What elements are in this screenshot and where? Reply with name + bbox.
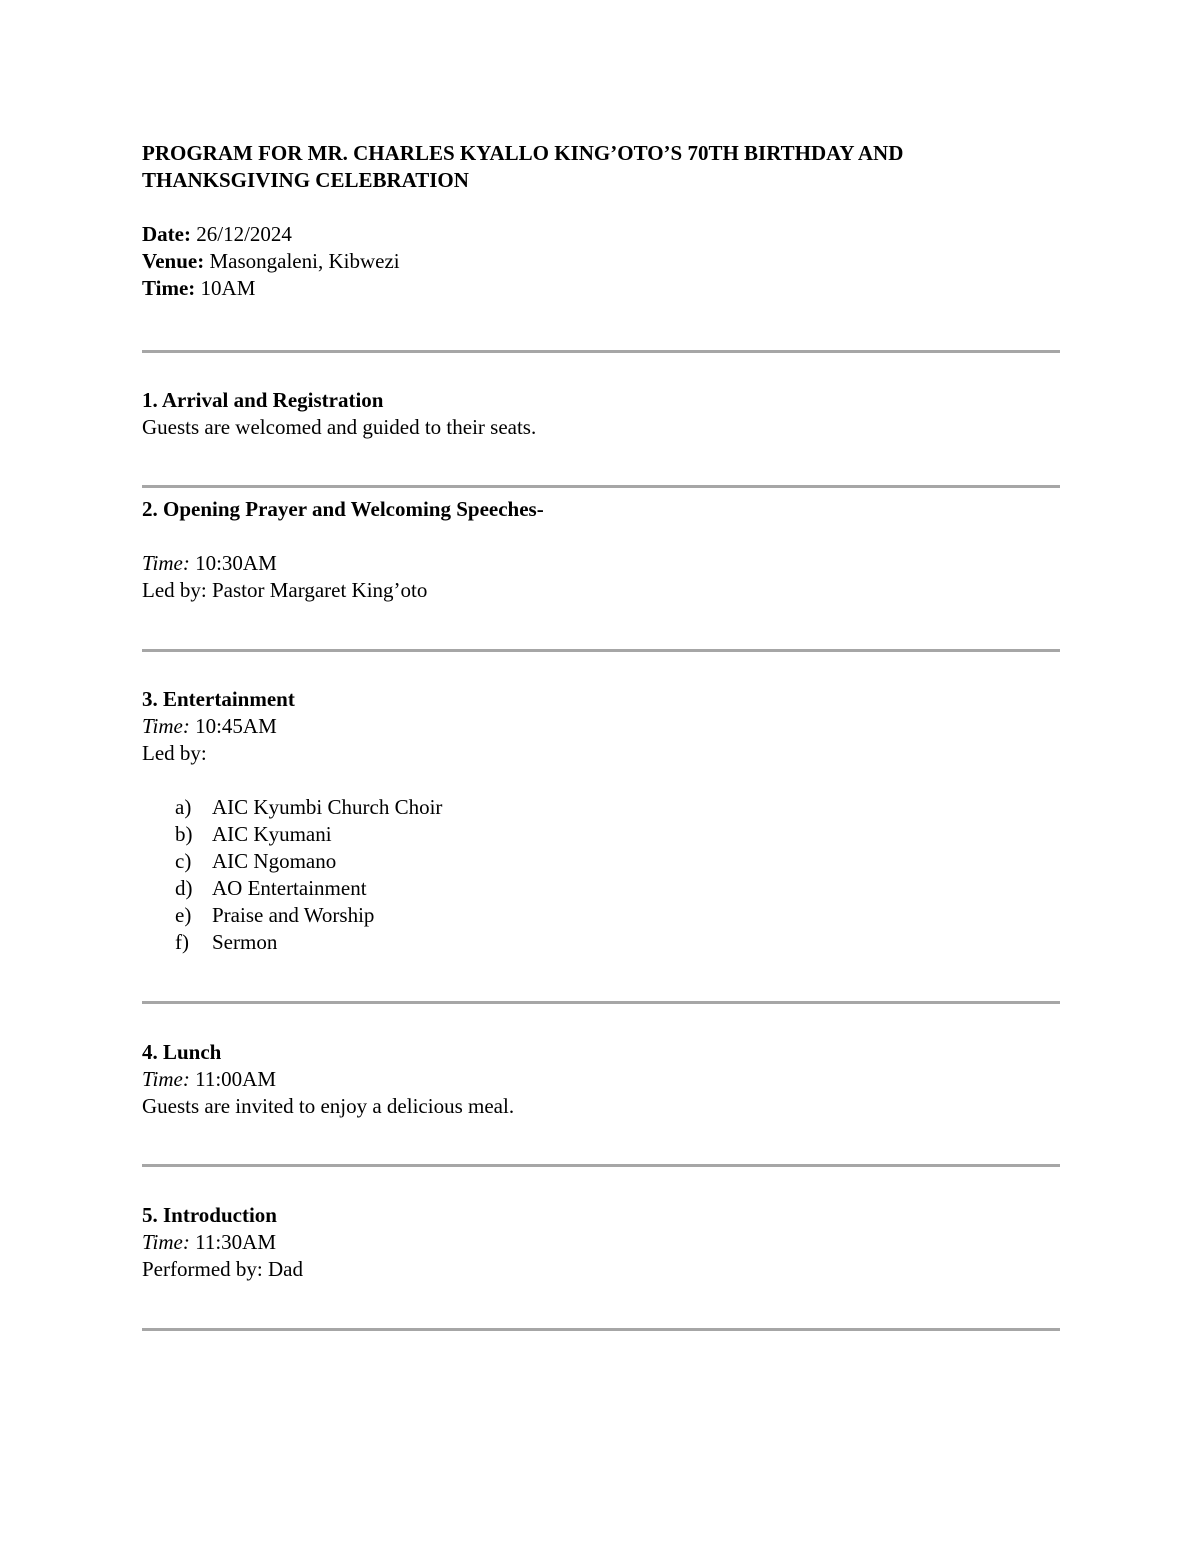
section-heading: 2. Opening Prayer and Welcoming Speeches- xyxy=(142,497,544,521)
date-value: 26/12/2024 xyxy=(190,222,292,246)
time-label: Time: xyxy=(142,276,196,300)
time-label: Time: xyxy=(142,1230,190,1254)
event-details xyxy=(142,221,1060,302)
section-introduction xyxy=(142,1202,1060,1283)
divider-rule xyxy=(142,485,1060,488)
time-value: 10AM xyxy=(195,276,256,300)
led-by-label: Led by: xyxy=(142,578,212,602)
list-item xyxy=(142,875,1060,902)
list-marker: c) xyxy=(175,849,192,873)
section-entertainment xyxy=(142,686,1060,956)
list-marker: d) xyxy=(175,876,193,900)
section-lunch xyxy=(142,1039,1060,1120)
divider-rule xyxy=(142,350,1060,353)
time-line xyxy=(142,550,1060,577)
list-item xyxy=(142,821,1060,848)
section-heading: 5. Introduction xyxy=(142,1203,277,1227)
list-item xyxy=(142,848,1060,875)
list-marker: e) xyxy=(175,903,192,927)
list-marker: a) xyxy=(175,795,192,819)
venue-value: Masongaleni, Kibwezi xyxy=(204,249,400,273)
time-value: 10:30AM xyxy=(189,551,277,575)
list-item-text: AIC Ngomano xyxy=(212,849,337,873)
led-by-line xyxy=(142,577,1060,604)
list-item xyxy=(142,794,1060,821)
divider-rule xyxy=(142,649,1060,652)
list-item xyxy=(142,929,1060,956)
venue-label: Venue: xyxy=(142,249,205,273)
time-label: Time: xyxy=(142,551,190,575)
time-label: Time: xyxy=(142,714,190,738)
led-by-label: Led by: xyxy=(142,741,207,765)
divider-rule xyxy=(142,1328,1060,1331)
date-line xyxy=(142,221,1060,248)
date-label: Date: xyxy=(142,222,191,246)
section-opening-prayer xyxy=(142,496,1060,604)
entertainment-list xyxy=(142,794,1060,956)
time-value: 10:45AM xyxy=(189,714,277,738)
blank-line xyxy=(142,523,1060,550)
section-text: Guests are invited to enjoy a delicious meal. xyxy=(142,1094,515,1118)
divider-rule xyxy=(142,1164,1060,1167)
section-heading: 4. Lunch xyxy=(142,1040,222,1064)
list-item-text: AIC Kyumani xyxy=(212,822,332,846)
time-value: 11:00AM xyxy=(189,1067,276,1091)
time-line xyxy=(142,1229,1060,1256)
divider-rule xyxy=(142,1001,1060,1004)
list-marker: b) xyxy=(175,822,193,846)
list-item-text: Praise and Worship xyxy=(212,903,375,927)
time-line xyxy=(142,713,1060,740)
section-arrival xyxy=(142,387,1060,441)
section-text: Performed by: Dad xyxy=(142,1257,303,1281)
time-line xyxy=(142,275,1060,302)
list-item-text: AO Entertainment xyxy=(212,876,367,900)
list-item-text: AIC Kyumbi Church Choir xyxy=(212,795,443,819)
section-heading: 3. Entertainment xyxy=(142,687,295,711)
time-label: Time: xyxy=(142,1067,190,1091)
led-by-value: Pastor Margaret King’oto xyxy=(211,578,428,602)
venue-line xyxy=(142,248,1060,275)
list-item-text: Sermon xyxy=(212,930,278,954)
time-line xyxy=(142,1066,1060,1093)
section-heading: 1. Arrival and Registration xyxy=(142,388,384,412)
document-title: PROGRAM FOR MR. CHARLES KYALLO KING’OTO’S 70TH BIRTHDAY AND THANKSGIVING CELEBRATION xyxy=(142,141,904,192)
document-header xyxy=(142,140,1060,302)
list-item xyxy=(142,902,1060,929)
section-text: Guests are welcomed and guided to their seats. xyxy=(142,415,537,439)
time-value: 11:30AM xyxy=(189,1230,276,1254)
list-marker: f) xyxy=(175,930,189,954)
